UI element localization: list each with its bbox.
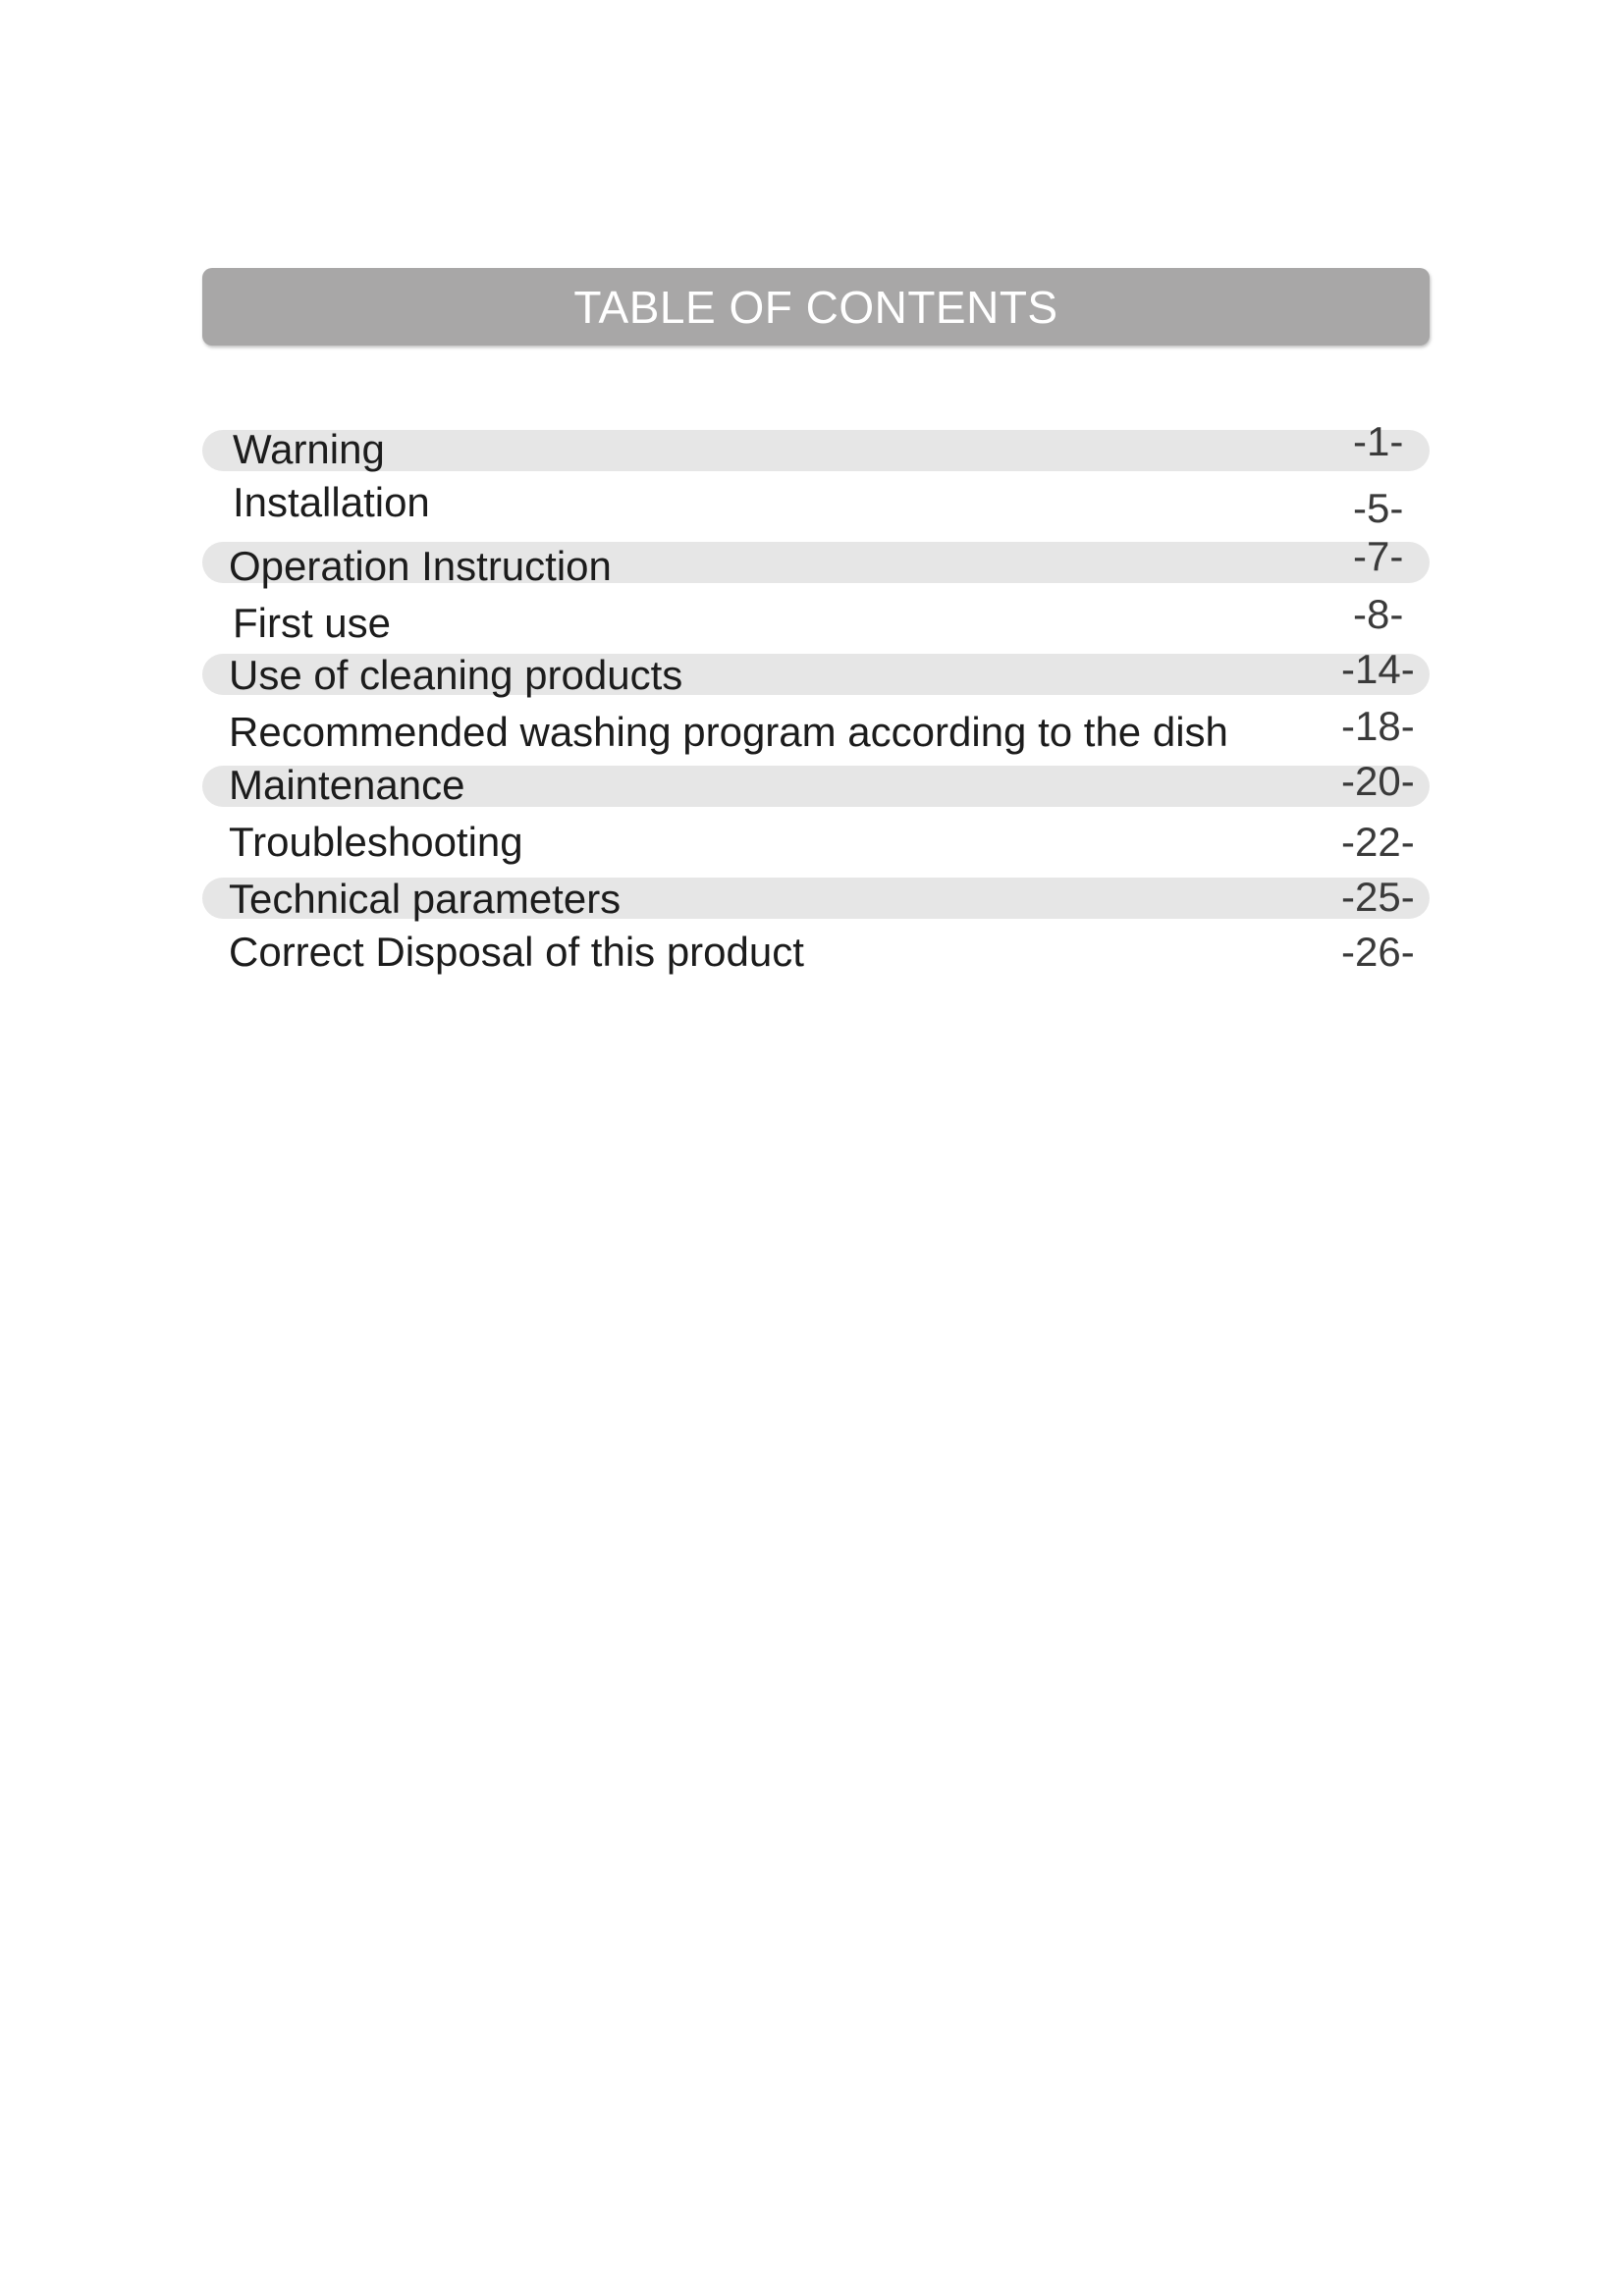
toc-entry-label: Use of cleaning products: [229, 652, 683, 698]
toc-entry-correct-disposal[interactable]: [202, 931, 1430, 974]
toc-entry-maintenance[interactable]: [202, 758, 1430, 809]
toc-entry-label: Installation: [233, 479, 430, 525]
toc-entry-warning[interactable]: [202, 418, 1430, 473]
toc-entry-label: Troubleshooting: [229, 819, 523, 865]
toc-entry-operation-instruction[interactable]: [202, 533, 1430, 589]
toc-entry-label: Correct Disposal of this product: [229, 929, 804, 975]
toc-entry-page: -14-: [1341, 646, 1415, 692]
toc-entry-label: Technical parameters: [229, 876, 622, 922]
toc-list: [202, 0, 1430, 2296]
toc-entry-label: First use: [233, 600, 392, 646]
toc-entry-label: Maintenance: [229, 762, 465, 808]
toc-title: TABLE OF CONTENTS: [573, 281, 1058, 333]
toc-entry-installation[interactable]: [202, 479, 1430, 531]
toc-entry-technical-parameters[interactable]: [202, 874, 1430, 922]
toc-entry-page: -22-: [1341, 819, 1415, 865]
toc-entry-page: -20-: [1341, 758, 1415, 804]
toc-entry-label: Warning: [233, 426, 385, 472]
toc-entry-first-use[interactable]: [202, 591, 1430, 646]
toc-entry-use-of-cleaning-products[interactable]: [202, 646, 1430, 698]
toc-entry-page: -1-: [1353, 418, 1404, 464]
toc-entry-page: -5-: [1353, 485, 1404, 531]
toc-entry-recommended-washing-program[interactable]: [202, 703, 1430, 755]
toc-entry-label: Recommended washing program according to the dish: [229, 709, 1228, 755]
toc-entry-page: -8-: [1353, 591, 1404, 637]
toc-entry-page: -26-: [1341, 929, 1415, 975]
toc-entry-page: -18-: [1341, 703, 1415, 749]
toc-entry-page: -7-: [1353, 533, 1404, 579]
toc-entry-label: Operation Instruction: [229, 543, 612, 589]
toc-entry-troubleshooting[interactable]: [202, 819, 1430, 865]
toc-entry-page: -25-: [1341, 874, 1415, 920]
row-band: [202, 430, 1430, 471]
